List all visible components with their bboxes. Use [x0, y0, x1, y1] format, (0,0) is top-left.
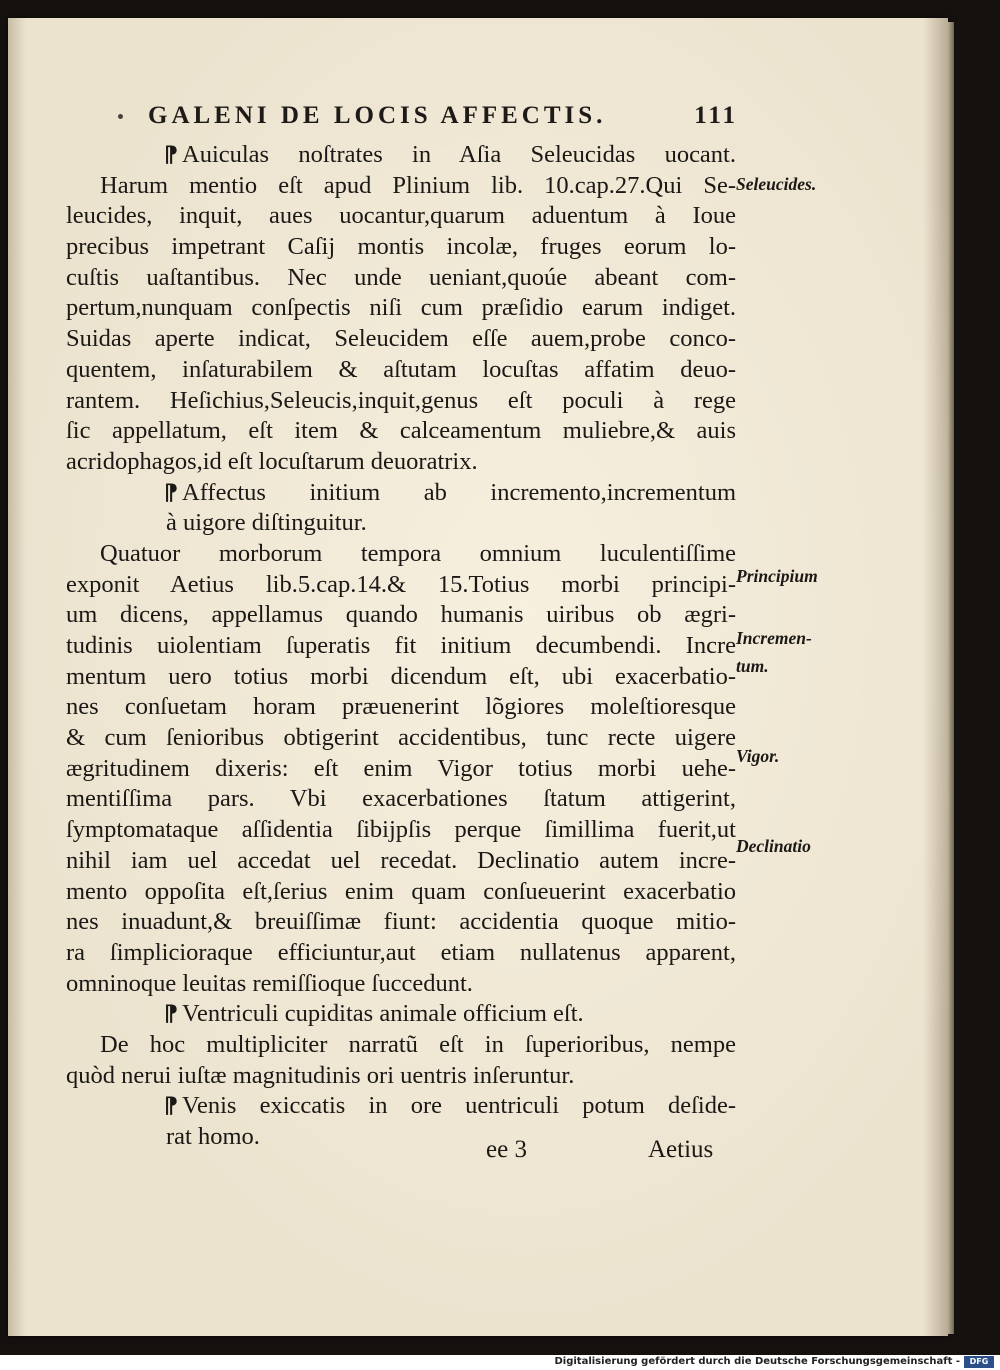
text-line: leucides, inquit, aues uocantur,quarum aduentum à Ioue: [66, 202, 736, 230]
text-line-lemma: [66, 478, 736, 509]
margin-note-incrementum-cont: tum.: [736, 656, 769, 676]
running-head: GALENI DE LOCIS AFFECTIS.: [148, 102, 607, 129]
text-line: De hoc multipliciter narratũ eſt in ſuperioribus, nempe: [100, 1030, 736, 1058]
text-line: rat homo.: [166, 1123, 260, 1150]
text-line: Suidas aperte indicat, Seleucidem eſſe auem,probe conco-: [66, 325, 736, 353]
text-line: mento oppoſita eſt,ſerius enim quam conſueuerint exacerbatio: [66, 877, 736, 905]
text-line: mentiſſima pars. Vbi exacerbationes ſtatum attigerint,: [66, 785, 736, 813]
signature-mark: ee 3: [486, 1136, 527, 1163]
text-line: nes conſuetam horam præuenerint lõgiores moleſtioresque: [66, 693, 736, 721]
text-line: & cum ſenioribus obtigerint accidentibus, tunc recte uigere: [66, 724, 736, 752]
text-line-lemma: [66, 140, 736, 171]
text-line: precibus impetrant Caſij montis incolæ, fruges eorum lo-: [66, 233, 736, 261]
text-line: pertum,nunquam conſpectis niſi cum præſidio earum indiget.: [66, 294, 736, 322]
text-line: omninoque leuitas remiſſioque ſuccedunt.: [66, 969, 473, 997]
text-line: ægritudinem dixeris: eſt enim Vigor totius morbi uehe-: [66, 754, 736, 782]
lemma-marker-icon: ⁋: [164, 143, 178, 168]
text-line: nes inuadunt,& breuiſſimæ fiunt: accidentia quoque mitio-: [66, 908, 736, 936]
text-line: quentem, inſaturabilem & aſtutam locuſtas affatim deuo-: [66, 355, 736, 383]
text-line-lemma: [66, 1091, 736, 1122]
text-line: Harum mentio eſt apud Plinium lib. 10.cap.27.Qui Se-: [100, 171, 736, 199]
text-line: cuſtis uaſtantibus. Nec unde ueniant,quoúe abeant com-: [66, 263, 736, 291]
margin-note-principium: Principium: [736, 566, 818, 586]
text-line: tudinis uiolentiam ſuperatis fit initium decumbendi. Incre: [66, 632, 736, 659]
text-line: ſymptomataque aſſidentia ſibijpſis perque ſimillima fuerit,ut: [66, 816, 736, 844]
text-line-lemma: [66, 999, 736, 1030]
margin-note-incrementum: Incremen-: [736, 628, 812, 648]
dfg-logo-icon: DFG: [964, 1356, 994, 1368]
lemma-text: Auiculas noſtrates in Aſia Seleucidas uocant.: [182, 141, 736, 168]
header-ornament-dot: [118, 114, 123, 119]
lemma-text: Ventriculi cupiditas animale officium eſt.: [182, 1000, 584, 1028]
margin-note-seleucides: Seleucides.: [736, 174, 817, 194]
catchword: Aetius: [648, 1136, 714, 1163]
lemma-marker-icon: ⁋: [164, 1094, 178, 1120]
text-line: quòd nerui iuſtæ magnitudinis ori uentris inſeruntur.: [66, 1061, 575, 1089]
text-line: ſic appellatum, eſt item & calceamentum muliebre,& auis: [66, 417, 736, 445]
page-number: 111: [694, 102, 738, 129]
lemma-text: Affectus initium ab incremento,incrementum: [182, 478, 736, 506]
text-line: mentum uero totius morbi dicendum eſt, ubi exacerbatio-: [66, 662, 736, 690]
credit-bar: [0, 1355, 1000, 1370]
page-edge: [948, 22, 954, 1334]
text-line: Quatuor morborum tempora omnium luculentiſſime: [100, 539, 736, 567]
text-line: exponit Aetius lib.5.cap.14.& 15.Totius morbi principi-: [66, 570, 736, 598]
margin-note-vigor: Vigor.: [736, 746, 780, 766]
text-line: acridophagos,id eſt locuſtarum deuoratrix.: [66, 447, 478, 475]
margin-note-declinatio: Declinatio: [736, 836, 811, 856]
text-line: rantem. Heſichius,Seleucis,inquit,genus eſt poculi à rege: [66, 386, 736, 414]
body-text: [66, 140, 736, 1153]
lemma-marker-icon: ⁋: [164, 480, 178, 506]
lemma-marker-icon: ⁋: [164, 1002, 178, 1028]
digitization-credit: Digitalisierung gefördert durch die Deutsche Forschungsgemeinschaft -: [554, 1356, 960, 1367]
text-line: nihil iam uel accedat uel recedat. Declinatio autem incre-: [66, 846, 736, 874]
text-line: à uigore diſtinguitur.: [166, 509, 367, 537]
page-header: [118, 102, 738, 136]
text-line: um dicens, appellamus quando humanis uiribus ob ægri-: [66, 601, 736, 629]
text-line: ra ſimplicioraque efficiuntur,aut etiam nullatenus apparent,: [66, 938, 736, 966]
lemma-text: Venis exiccatis in ore uentriculi potum deſide-: [182, 1092, 736, 1120]
